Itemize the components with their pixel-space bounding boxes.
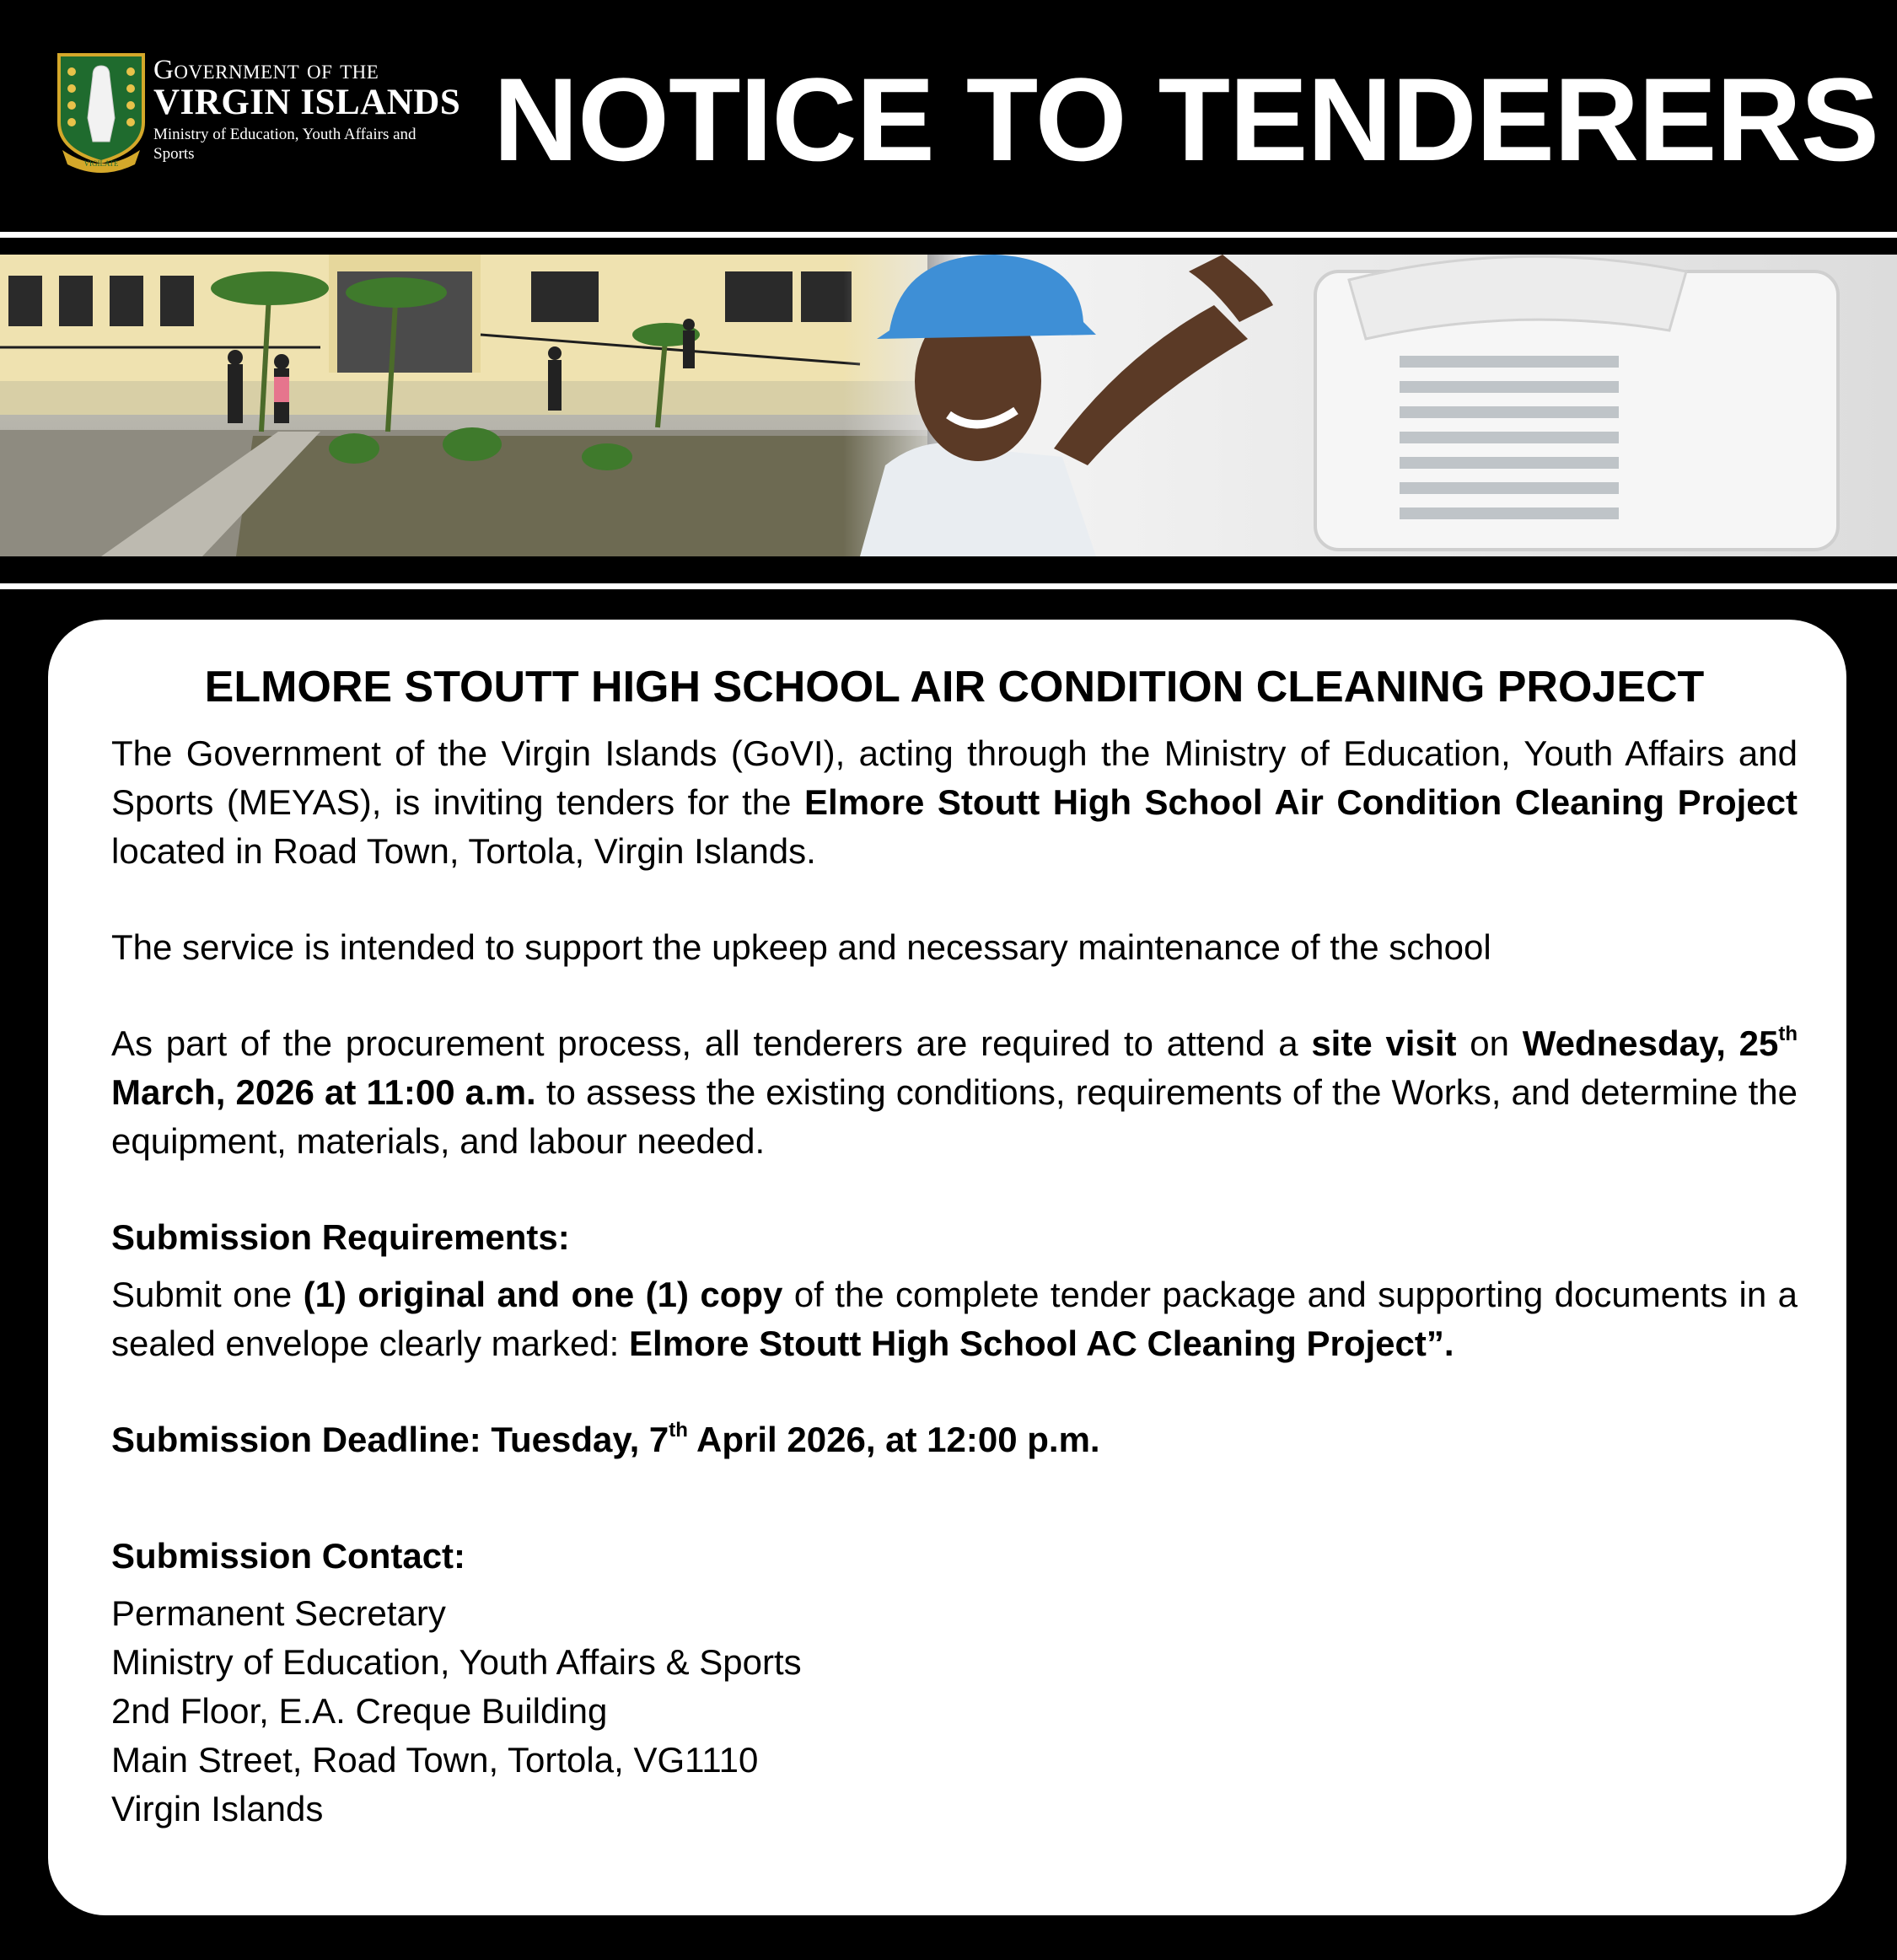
site-visit-text-c: on [1456,1023,1523,1063]
notice-body [111,662,1798,1834]
requirements-text-a: Submit one [111,1275,304,1314]
page-title: NOTICE TO TENDERERS [493,53,1879,185]
contact-line: Main Street, Road Town, Tortola, VG1110 [111,1740,759,1780]
intro-project-name: Elmore Stoutt High School Air Condition Cleaning Project [804,782,1798,822]
intro-text-c: located in Road Town, Tortola, Virgin Islands. [111,831,816,871]
virgin-islands-crest-icon [51,51,152,173]
contact-line: 2nd Floor, E.A. Creque Building [111,1691,608,1731]
gov-line-1: Government of the [153,55,379,85]
banner-illustration [0,255,1897,556]
site-visit-text-a: As part of the procurement process, all tenderers are required to attend a [111,1023,1312,1063]
government-wordmark [153,55,461,164]
notice-heading: ELMORE STOUTT HIGH SCHOOL AIR CONDITION CLEANING PROJECT [204,663,1705,712]
requirements-copies: (1) original and one (1) copy [303,1275,783,1314]
requirements-envelope-label: Elmore Stoutt High School AC Cleaning Project”. [629,1324,1454,1363]
site-visit-text-f: to assess the existing conditions, requirements of the Works, and determine the equipment, materials, and labour needed. [111,1072,1798,1161]
site-visit-label: site visit [1311,1023,1457,1063]
site-visit-day-suffix: th [1778,1023,1798,1045]
requirements-paragraph [111,1270,1798,1368]
contact-line: Ministry of Education, Youth Affairs & Sports [111,1642,802,1682]
requirements-heading: Submission Requirements: [111,1217,570,1257]
deadline-day-suffix: th [669,1419,688,1442]
deadline-label: Submission Deadline: [111,1420,481,1459]
contact-line: Virgin Islands [111,1789,324,1828]
intro-text-a: The Government of the Virgin Islands (GoVI), acting through the Ministry of Education, Youth Affairs and Sports (MEYAS), is inviting tenders for the [111,733,1798,822]
header-bar [0,0,1897,232]
contact-line: Permanent Secretary [111,1593,446,1633]
intro-paragraph [111,729,1798,876]
divider-top [0,232,1897,238]
banner-image [0,255,1897,556]
service-paragraph: The service is intended to support the upkeep and necessary maintenance of the school [111,927,1491,967]
deadline-date-a: Tuesday, 7 [481,1420,669,1459]
crest-motto: VIGILATE [83,159,119,168]
deadline-date-b: April 2026, at 12:00 p.m. [687,1420,1100,1459]
contact-heading: Submission Contact: [111,1536,466,1576]
site-visit-paragraph [111,1019,1798,1166]
requirements-text-c: of the complete tender package and supporting documents in a sealed envelope clearly marked: [111,1275,1798,1363]
site-visit-day: Wednesday, 25 [1522,1023,1779,1063]
site-visit-time: March, 2026 at 11:00 a.m. [111,1072,536,1112]
notice-card [48,620,1846,1915]
gov-line-2: VIRGIN ISLANDS [153,83,461,122]
deadline-line [111,1415,1798,1464]
divider-bottom [0,583,1897,589]
ministry-name: Ministry of Education, Youth Affairs and Sports [153,126,416,163]
contact-address [111,1589,1798,1834]
